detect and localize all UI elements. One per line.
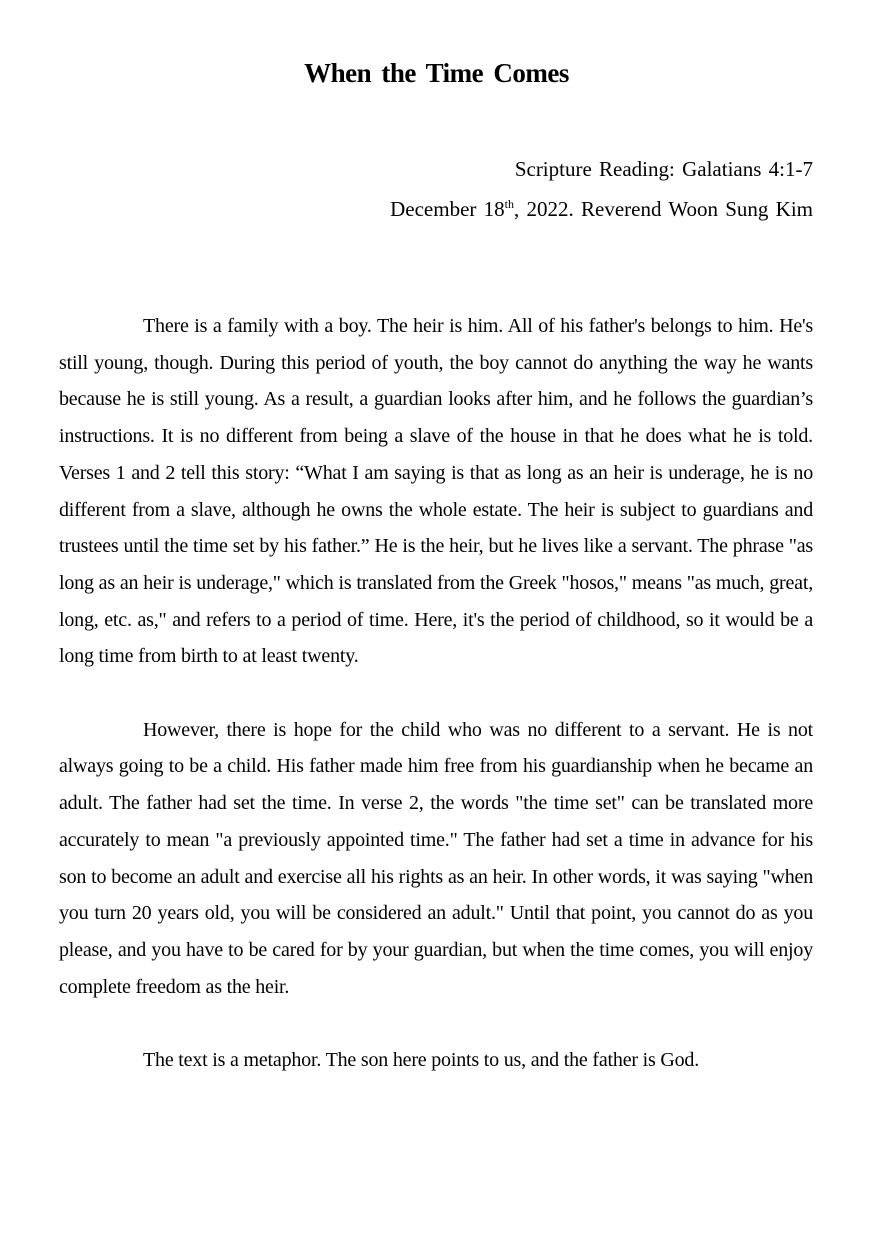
paragraph: There is a family with a boy. The heir is him. All of his father's belongs to him. He's still young, though. During this period of youth, the boy cannot do anything the way he wants because he is still young. As a result, a guardian looks after him, and he follows the guardian’s instructions. It is no different from being a slave of the house in that he does what he is told. Verses 1 and 2 tell this story: “What I am saying is that as long as an heir is underage, he is no different from a slave, although he owns the whole estate. The heir is subject to guardians and trustees until the time set by his father.” He is the heir, but he lives like a servant. The phrase "as long as an heir is underage," which is translated from the Greek "hosos," means "as much, great, long, etc. as," and refers to a period of time. Here, it's the period of childhood, so it would be a long time from birth to at least twenty.	[59, 315, 813, 668]
date-ordinal-suffix: th	[504, 197, 514, 211]
date-prefix: December 18	[390, 197, 505, 221]
paragraph: The text is a metaphor. The son here points to us, and the father is God.	[143, 1049, 700, 1072]
document-title: When the Time Comes	[304, 58, 569, 88]
date-suffix: , 2022. Reverend Woon Sung Kim	[514, 197, 813, 221]
document-body	[59, 308, 813, 1115]
paragraph: However, there is hope for the child who was no different to a servant. He is not always going to be a child. His father made him free from his guardianship when he became an adult. The father had set the time. In verse 2, the words "the time set" can be translated more accurately to mean "a previously appointed time." The father had set a time in advance for his son to become an adult and exercise all his rights as an heir. In other words, it was saying "when you turn 20 years old, you will be considered an adult." Until that point, you cannot do as you please, and you have to be cared for by your guardian, but when the time comes, you will enjoy complete freedom as the heir.	[59, 718, 813, 998]
sermon-date-author	[390, 197, 813, 222]
scripture-reading: Scripture Reading: Galatians 4:1-7	[514, 157, 813, 181]
